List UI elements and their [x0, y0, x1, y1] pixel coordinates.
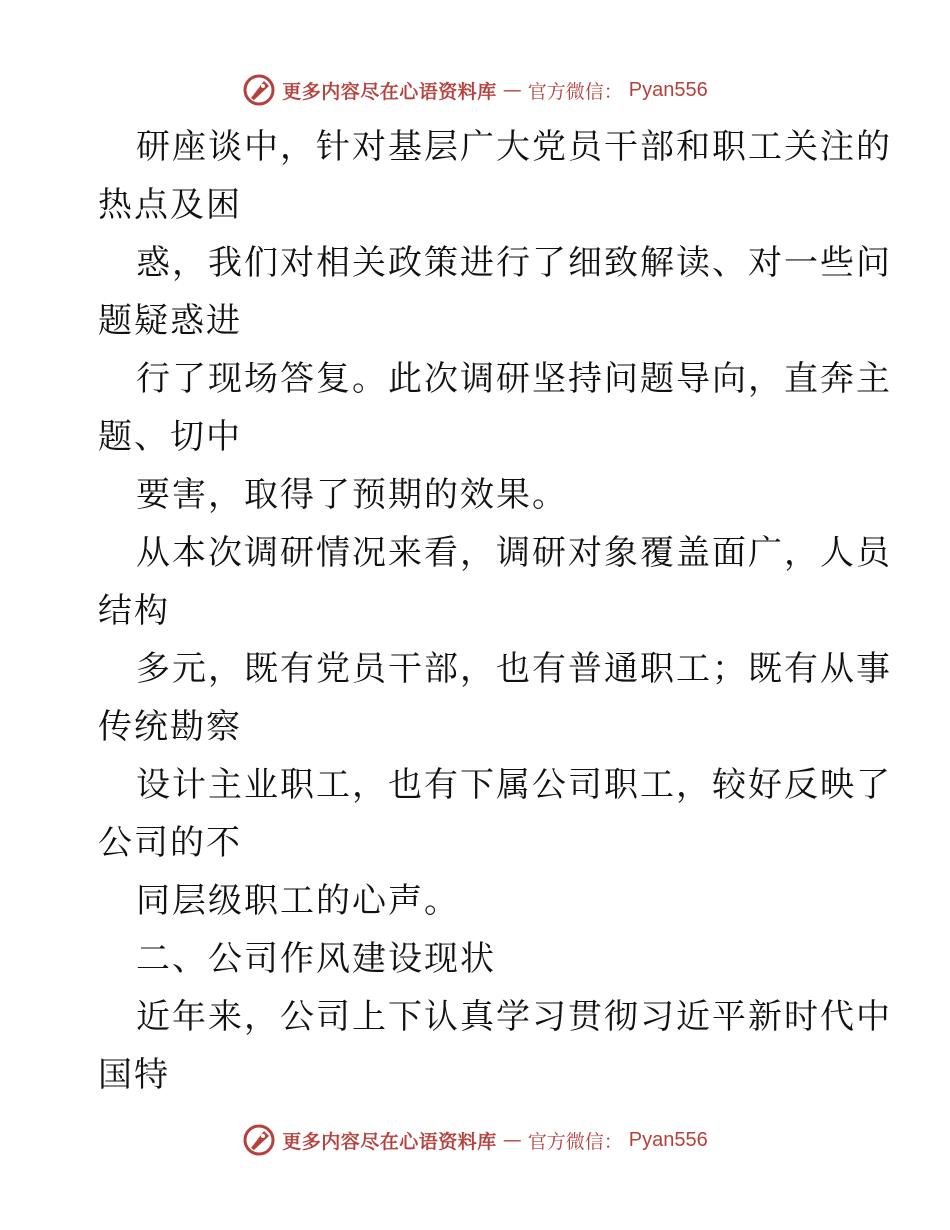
banner-brand-text: 更多内容尽在心语资料库	[282, 1130, 497, 1153]
text-line: 国特	[98, 1055, 170, 1095]
text-line: 题疑惑进	[98, 301, 242, 341]
section-heading: 二、公司作风建设现状	[136, 939, 496, 979]
text-line: 研座谈中，针对基层广大党员干部和职工关注的	[136, 127, 892, 167]
text-line: 同层级职工的心声。	[136, 881, 460, 921]
banner-wechat-id: Pyan556	[628, 1128, 708, 1151]
pen-nib-logo-icon	[242, 73, 276, 107]
text-line: 要害，取得了预期的效果。	[136, 475, 568, 515]
text-line: 结构	[98, 591, 170, 631]
text-line: 热点及困	[98, 185, 242, 225]
header-banner	[0, 70, 950, 110]
text-line: 题、切中	[98, 417, 242, 457]
banner-wechat-label: 官方微信：	[527, 1130, 623, 1153]
banner-wechat-id: Pyan556	[628, 78, 708, 101]
document-body	[98, 118, 892, 1104]
text-line: 多元，既有党员干部，也有普通职工；既有从事	[136, 649, 892, 689]
text-line: 设计主业职工，也有下属公司职工，较好反映了	[136, 765, 892, 805]
banner-separator: —	[502, 79, 522, 101]
banner-wechat-label: 官方微信：	[527, 80, 623, 103]
pen-nib-logo-icon	[242, 1123, 276, 1157]
text-line: 传统勘察	[98, 707, 242, 747]
banner-brand-text: 更多内容尽在心语资料库	[282, 80, 497, 103]
text-line: 从本次调研情况来看，调研对象覆盖面广，人员	[136, 533, 892, 573]
text-line: 近年来，公司上下认真学习贯彻习近平新时代中	[136, 997, 892, 1037]
footer-banner	[0, 1120, 950, 1160]
banner-separator: —	[502, 1129, 522, 1151]
text-line: 行了现场答复。此次调研坚持问题导向，直奔主	[136, 359, 892, 399]
text-line: 公司的不	[98, 823, 242, 863]
text-line: 惑，我们对相关政策进行了细致解读、对一些问	[136, 243, 892, 283]
